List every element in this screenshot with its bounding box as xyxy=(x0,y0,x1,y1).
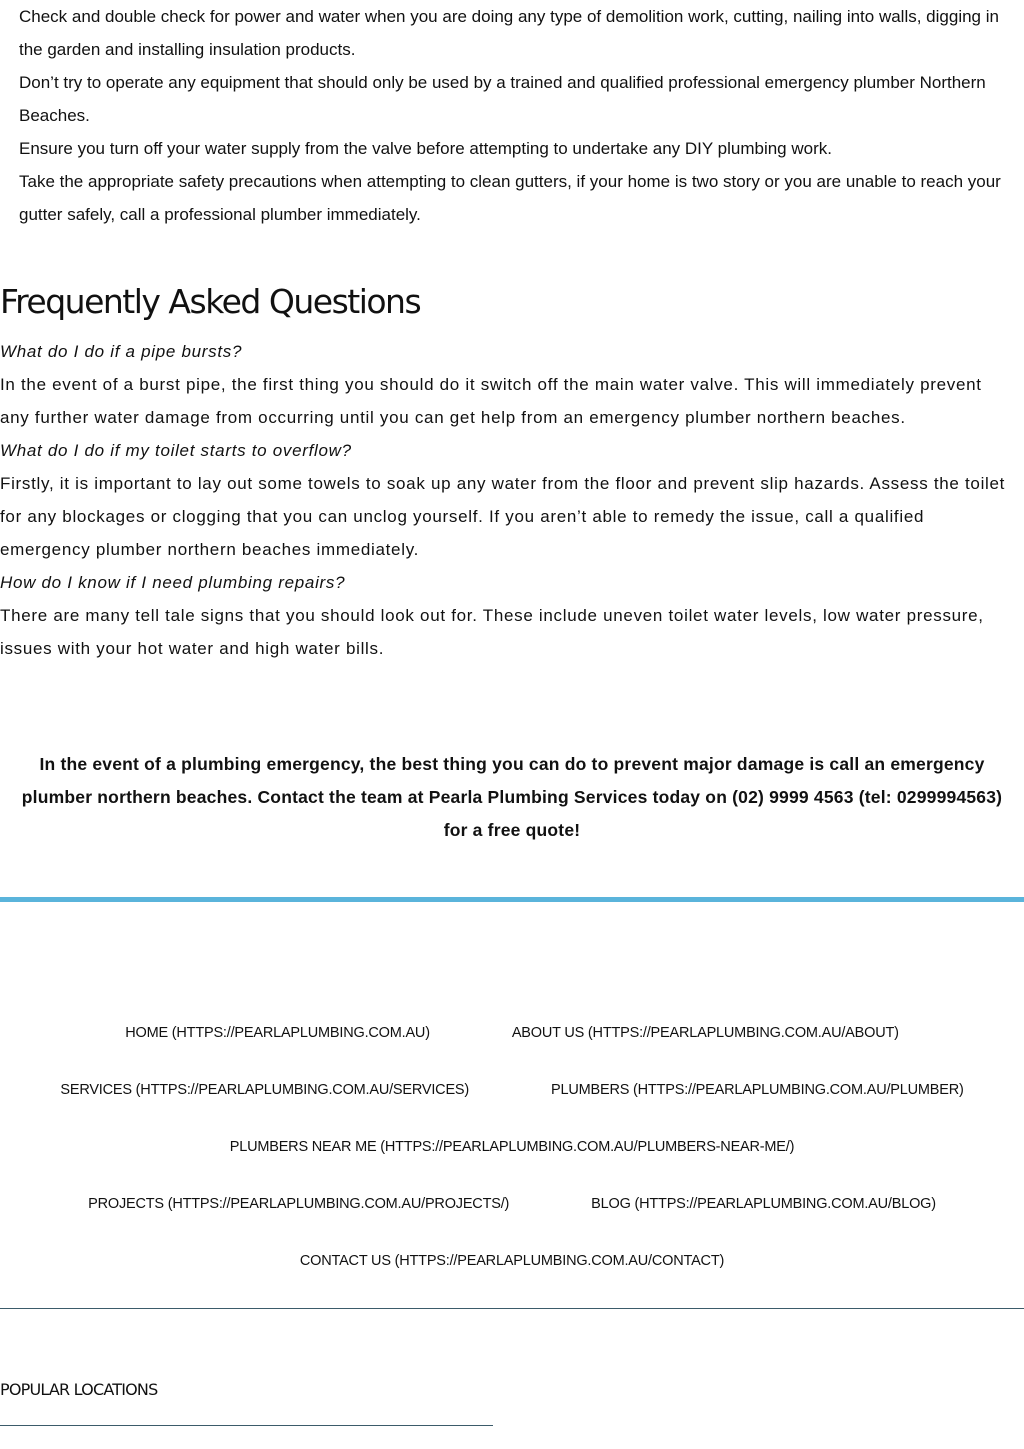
faq-answer: Firstly, it is important to lay out some towels to soak up any water from the floor and prevent slip hazards. Assess the toilet for any blockages or clogging that you can unclog yourself. If you aren’t able to remedy the issue, call a qualified emergency plumber northern beaches immediately. xyxy=(0,474,1006,559)
footer-link-plumbers-near-me[interactable]: PLUMBERS NEAR ME (HTTPS://PEARLAPLUMBING.COM.AU/PLUMBERS-NEAR-ME/) xyxy=(229,1139,795,1155)
footer-link-projects[interactable]: PROJECTS (HTTPS://PEARLAPLUMBING.COM.AU/PROJECTS/) xyxy=(88,1196,510,1212)
section-divider xyxy=(0,897,1024,902)
faq-question: What do I do if my toilet starts to overflow? xyxy=(0,441,352,460)
popular-locations-heading: POPULAR LOCATIONS xyxy=(0,1380,158,1399)
footer-nav-row xyxy=(0,1077,1024,1134)
footer-link-blog[interactable]: BLOG (HTTPS://PEARLAPLUMBING.COM.AU/BLOG) xyxy=(591,1196,936,1212)
popular-locations-divider xyxy=(0,1425,493,1426)
call-to-action: In the event of a plumbing emergency, the best thing you can do to prevent major damage is call an emergency plumber northern beaches. Contact the team at Pearla Plumbing Services today on (02) 9999 4563 (tel: 0299994563) for a free quote! xyxy=(21,754,1003,840)
footer-link-contact[interactable]: CONTACT US (HTTPS://PEARLAPLUMBING.COM.AU/CONTACT) xyxy=(299,1253,725,1269)
faq-question: What do I do if a pipe bursts? xyxy=(0,342,243,361)
footer-link-about[interactable]: ABOUT US (HTTPS://PEARLAPLUMBING.COM.AU/ABOUT) xyxy=(511,1025,899,1041)
tip-item: Take the appropriate safety precautions when attempting to clean gutters, if your home is two story or you are unable to reach your gutter safely, call a professional plumber immediately. xyxy=(19,172,1001,224)
footer-nav xyxy=(0,1020,1024,1305)
faq-list xyxy=(0,335,1010,665)
footer-nav-row xyxy=(0,1134,1024,1191)
footer-nav-row xyxy=(0,1191,1024,1248)
faq-answer: In the event of a burst pipe, the first thing you should do it switch off the main water valve. This will immediately prevent any further water damage from occurring until you can get help from an emergency plumber northern beaches. xyxy=(0,375,982,427)
faq-heading: Frequently Asked Questions xyxy=(0,282,421,321)
faq-question: How do I know if I need plumbing repairs? xyxy=(0,573,346,592)
footer-divider xyxy=(0,1308,1024,1309)
footer-link-plumbers[interactable]: PLUMBERS (HTTPS://PEARLAPLUMBING.COM.AU/PLUMBER) xyxy=(551,1082,964,1098)
footer-nav-row xyxy=(0,1020,1024,1077)
footer-link-services[interactable]: SERVICES (HTTPS://PEARLAPLUMBING.COM.AU/SERVICES) xyxy=(60,1082,470,1098)
footer-nav-row xyxy=(0,1248,1024,1305)
footer-link-home[interactable]: HOME (HTTPS://PEARLAPLUMBING.COM.AU) xyxy=(125,1025,430,1041)
tip-item: Check and double check for power and water when you are doing any type of demolition work, cutting, nailing into walls, digging in the garden and installing insulation products. xyxy=(19,7,999,59)
tip-item: Don’t try to operate any equipment that should only be used by a trained and qualified professional emergency plumber Northern Beaches. xyxy=(19,73,986,125)
tip-item: Ensure you turn off your water supply from the valve before attempting to undertake any DIY plumbing work. xyxy=(19,139,832,158)
safety-tips xyxy=(19,0,1009,231)
faq-answer: There are many tell tale signs that you should look out for. These include uneven toilet water levels, low water pressure, issues with your hot water and high water bills. xyxy=(0,606,984,658)
